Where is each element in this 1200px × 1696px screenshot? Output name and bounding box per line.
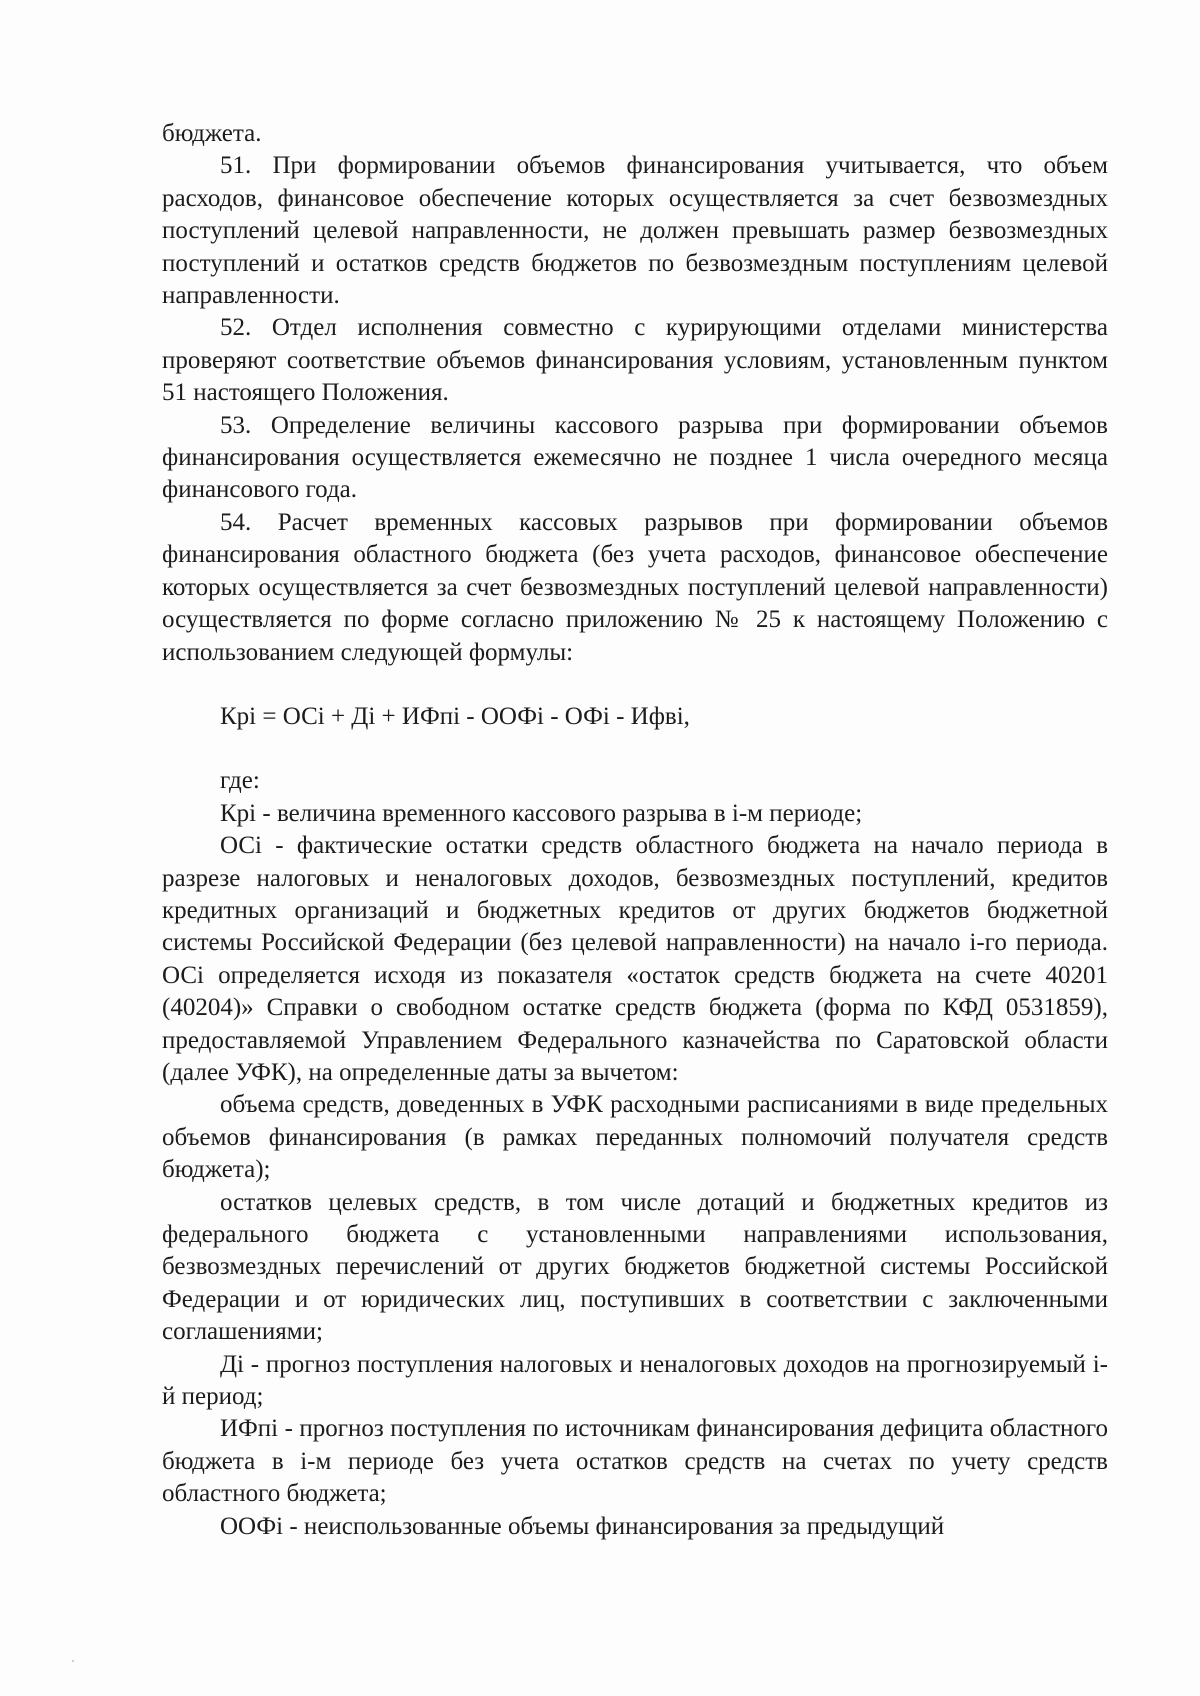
paragraph-53: 53. Определение величины кассового разрыва при формировании объемов финансирования осуществляется ежемесячно не позднее 1 числа очередного месяца финансового года. <box>162 411 1108 504</box>
definition-d: Дi - прогноз поступления налоговых и неналоговых доходов на прогнозируемый i-й период; <box>162 1350 1108 1411</box>
paragraph-51: 51. При формировании объемов финансирования учитывается, что объем расходов, финансовое обеспечение которых осуществляется за счет безвозмездных поступлений целевой направленности, не должен превышать размер безвозмездных поступлений и остатков средств бюджетов по безвозмездным поступлениям целевой направленности. <box>162 152 1108 310</box>
where-label: где: <box>220 767 260 795</box>
definition-oof: ООФi - неиспользованные объемы финансирования за предыдущий <box>220 1512 945 1540</box>
definition-os-subitem-1: объема средств, доведенных в УФК расходными расписаниями в виде предельных объемов финансирования (в рамках переданных полномочий получателя средств бюджета); <box>162 1091 1108 1184</box>
definition-kr: Крi - величина временного кассового разрыва в i-м периоде; <box>220 799 863 827</box>
blank-line <box>162 733 1108 765</box>
scan-speck <box>72 1660 74 1662</box>
definition-os: ОСi - фактические остатки средств областного бюджета на начало периода в разрезе налоговых и неналоговых доходов, безвозмездных поступлений, кредитов кредитных организаций и бюджетных кредитов от других бюджетов бюджетной системы Российской Федерации (без целевой направленности) на начало i-го периода. ОСi определяется исходя из показателя «остаток средств бюджета на счете 40201 (40204)» Справки о свободном остатке средств бюджета (форма по КФД 0531859), предоставляемой Управлением Федерального казначейства по Саратовской области (далее УФК), на определенные даты за вычетом: <box>162 832 1108 1086</box>
definition-os-subitem-2: остатков целевых средств, в том числе дотаций и бюджетных кредитов из федерального бюджета с установленными направлениями использования, безвозмездных перечислений от других бюджетов бюджетной системы Российской Федерации и от юридических лиц, поступивших в соответствии с заключенными соглашениями; <box>162 1188 1108 1346</box>
definition-ifp: ИФпi - прогноз поступления по источникам финансирования дефицита областного бюджета в i-м периоде без учета остатков средств на счетах по учету средств областного бюджета; <box>162 1415 1108 1508</box>
paragraph-continuation: бюджета. <box>162 120 262 147</box>
formula: Крi = ОСi + Дi + ИФпi - ООФi - ОФi - Ифвi, <box>220 702 690 730</box>
paragraph-52: 52. Отдел исполнения совместно с курирующими отделами министерства проверяют соответствие объемов финансирования условиям, установленным пунктом 51 настоящего Положения. <box>162 314 1108 407</box>
paragraph-54: 54. Расчет временных кассовых разрывов при формировании объемов финансирования областного бюджета (без учета расходов, финансовое обеспечение которых осуществляется за счет безвозмездных поступлений целевой направленности) осуществляется по форме согласно приложению № 25 к настоящему Положению с использованием следующей формулы: <box>162 508 1108 666</box>
document-body <box>162 118 1108 1543</box>
blank-line <box>162 669 1108 701</box>
